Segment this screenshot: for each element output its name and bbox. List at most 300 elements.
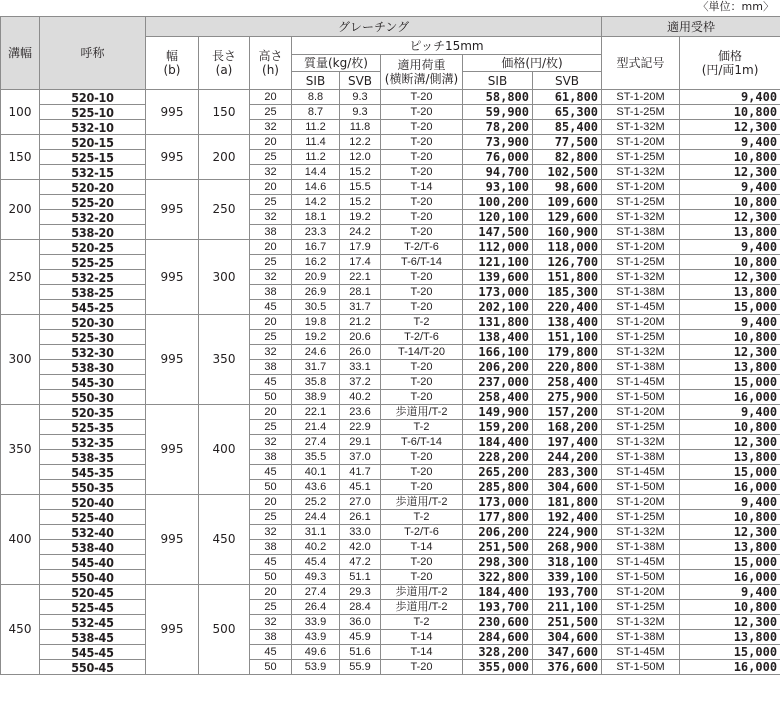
price-svb-cell: 304,600	[533, 480, 602, 495]
table-row	[1, 180, 780, 195]
table-row	[1, 645, 780, 660]
name-cell: 525-35	[40, 420, 146, 435]
mass-sib-cell: 40.1	[292, 465, 340, 480]
price-svb-cell: 109,600	[533, 195, 602, 210]
receiver-price-cell: 9,400	[680, 495, 780, 510]
price-sib-cell: 228,200	[463, 450, 533, 465]
name-cell: 525-25	[40, 255, 146, 270]
length-cell: 350	[199, 315, 250, 405]
table-row	[1, 420, 780, 435]
mass-sib-cell: 31.1	[292, 525, 340, 540]
height-cell: 38	[250, 630, 292, 645]
table-row	[1, 135, 780, 150]
height-cell: 50	[250, 660, 292, 675]
table-row	[1, 630, 780, 645]
mass-sib-cell: 33.9	[292, 615, 340, 630]
name-cell: 545-45	[40, 645, 146, 660]
price-sib-cell: 112,000	[463, 240, 533, 255]
mass-svb-cell: 12.0	[340, 150, 381, 165]
table-row	[1, 120, 780, 135]
name-cell: 545-30	[40, 375, 146, 390]
receiver-price-cell: 12,300	[680, 525, 780, 540]
table-row	[1, 510, 780, 525]
table-row	[1, 615, 780, 630]
model-cell: ST-1-32M	[602, 615, 680, 630]
receiver-price-cell: 12,300	[680, 345, 780, 360]
price-svb-cell: 129,600	[533, 210, 602, 225]
table-row	[1, 195, 780, 210]
header-price-per: 価格(円/枚)	[463, 55, 602, 72]
price-svb-cell: 77,500	[533, 135, 602, 150]
price-sib-cell: 131,800	[463, 315, 533, 330]
receiver-price-cell: 13,800	[680, 360, 780, 375]
mass-sib-cell: 22.1	[292, 405, 340, 420]
price-sib-cell: 265,200	[463, 465, 533, 480]
price-sib-cell: 139,600	[463, 270, 533, 285]
name-cell: 532-10	[40, 120, 146, 135]
model-cell: ST-1-25M	[602, 195, 680, 210]
load-cell: T-20	[381, 195, 463, 210]
load-cell: T-2	[381, 510, 463, 525]
header-mass: 質量(kg/枚)	[292, 55, 381, 72]
receiver-price-cell: 13,800	[680, 285, 780, 300]
mass-svb-cell: 15.2	[340, 165, 381, 180]
mass-sib-cell: 14.2	[292, 195, 340, 210]
mass-svb-cell: 37.0	[340, 450, 381, 465]
name-cell: 545-35	[40, 465, 146, 480]
model-cell: ST-1-38M	[602, 450, 680, 465]
load-cell: T-20	[381, 210, 463, 225]
price-svb-cell: 102,500	[533, 165, 602, 180]
name-cell: 520-35	[40, 405, 146, 420]
load-cell: T-20	[381, 375, 463, 390]
height-cell: 45	[250, 555, 292, 570]
table-row	[1, 270, 780, 285]
load-cell: 歩道用/T-2	[381, 600, 463, 615]
price-svb-cell: 179,800	[533, 345, 602, 360]
model-cell: ST-1-32M	[602, 435, 680, 450]
model-cell: ST-1-20M	[602, 240, 680, 255]
model-cell: ST-1-25M	[602, 330, 680, 345]
height-cell: 20	[250, 135, 292, 150]
model-cell: ST-1-25M	[602, 105, 680, 120]
name-cell: 538-20	[40, 225, 146, 240]
load-cell: T-20	[381, 390, 463, 405]
table-row	[1, 375, 780, 390]
receiver-price-cell: 10,800	[680, 420, 780, 435]
receiver-price-cell: 16,000	[680, 390, 780, 405]
mass-svb-cell: 24.2	[340, 225, 381, 240]
mass-sib-cell: 11.4	[292, 135, 340, 150]
model-cell: ST-1-50M	[602, 390, 680, 405]
height-cell: 32	[250, 270, 292, 285]
name-cell: 525-10	[40, 105, 146, 120]
height-cell: 32	[250, 525, 292, 540]
header-mass-sib: SIB	[292, 72, 340, 90]
model-cell: ST-1-50M	[602, 480, 680, 495]
price-sib-cell: 58,800	[463, 90, 533, 105]
price-sib-cell: 177,800	[463, 510, 533, 525]
mass-svb-cell: 23.6	[340, 405, 381, 420]
height-cell: 25	[250, 255, 292, 270]
price-svb-cell: 220,400	[533, 300, 602, 315]
length-cell: 400	[199, 405, 250, 495]
header-width-label: 幅	[165, 49, 178, 63]
load-cell: T-14	[381, 645, 463, 660]
mass-svb-cell: 28.1	[340, 285, 381, 300]
price-svb-cell: 61,800	[533, 90, 602, 105]
price-sib-cell: 166,100	[463, 345, 533, 360]
load-cell: T-2	[381, 615, 463, 630]
price-svb-cell: 220,800	[533, 360, 602, 375]
model-cell: ST-1-25M	[602, 510, 680, 525]
mass-sib-cell: 11.2	[292, 150, 340, 165]
header-receiver: 適用受枠	[602, 17, 780, 37]
price-sib-cell: 173,000	[463, 285, 533, 300]
groove-width-cell: 250	[1, 240, 40, 315]
height-cell: 32	[250, 165, 292, 180]
mass-svb-cell: 17.9	[340, 240, 381, 255]
length-cell: 200	[199, 135, 250, 180]
model-cell: ST-1-20M	[602, 135, 680, 150]
price-sib-cell: 100,200	[463, 195, 533, 210]
length-cell: 300	[199, 240, 250, 315]
load-cell: T-2	[381, 315, 463, 330]
header-groove-width: 溝幅	[1, 17, 40, 90]
table-body	[1, 90, 780, 675]
price-sib-cell: 298,300	[463, 555, 533, 570]
price-sib-cell: 322,800	[463, 570, 533, 585]
table-row	[1, 435, 780, 450]
price-sib-cell: 328,200	[463, 645, 533, 660]
mass-sib-cell: 30.5	[292, 300, 340, 315]
mass-sib-cell: 11.2	[292, 120, 340, 135]
mass-svb-cell: 20.6	[340, 330, 381, 345]
height-cell: 20	[250, 405, 292, 420]
mass-sib-cell: 35.8	[292, 375, 340, 390]
load-cell: T-20	[381, 480, 463, 495]
receiver-price-cell: 12,300	[680, 120, 780, 135]
price-svb-cell: 376,600	[533, 660, 602, 675]
name-cell: 525-40	[40, 510, 146, 525]
header-price2	[680, 37, 780, 90]
price-sib-cell: 159,200	[463, 420, 533, 435]
price-svb-cell: 118,000	[533, 240, 602, 255]
load-cell: T-20	[381, 105, 463, 120]
mass-svb-cell: 31.7	[340, 300, 381, 315]
price-svb-cell: 185,300	[533, 285, 602, 300]
mass-sib-cell: 26.9	[292, 285, 340, 300]
price-svb-cell: 347,600	[533, 645, 602, 660]
mass-svb-cell: 33.0	[340, 525, 381, 540]
height-cell: 32	[250, 615, 292, 630]
load-cell: T-20	[381, 300, 463, 315]
load-cell: T-2/T-6	[381, 525, 463, 540]
price-svb-cell: 268,900	[533, 540, 602, 555]
mass-sib-cell: 45.4	[292, 555, 340, 570]
table-row	[1, 105, 780, 120]
height-cell: 20	[250, 90, 292, 105]
mass-svb-cell: 28.4	[340, 600, 381, 615]
mass-sib-cell: 19.2	[292, 330, 340, 345]
model-cell: ST-1-20M	[602, 315, 680, 330]
table-row	[1, 90, 780, 105]
mass-sib-cell: 31.7	[292, 360, 340, 375]
table-row	[1, 315, 780, 330]
height-cell: 38	[250, 285, 292, 300]
price-sib-cell: 138,400	[463, 330, 533, 345]
table-row	[1, 525, 780, 540]
header-price2-unit: (円/両1m)	[701, 63, 759, 77]
table-row	[1, 240, 780, 255]
table-row	[1, 285, 780, 300]
price-sib-cell: 284,600	[463, 630, 533, 645]
table-row	[1, 405, 780, 420]
height-cell: 38	[250, 450, 292, 465]
mass-svb-cell: 17.4	[340, 255, 381, 270]
load-cell: 歩道用/T-2	[381, 405, 463, 420]
width-cell: 995	[146, 405, 199, 495]
width-cell: 995	[146, 315, 199, 405]
width-cell: 995	[146, 495, 199, 585]
name-cell: 520-40	[40, 495, 146, 510]
mass-sib-cell: 23.3	[292, 225, 340, 240]
mass-sib-cell: 8.7	[292, 105, 340, 120]
name-cell: 532-40	[40, 525, 146, 540]
receiver-price-cell: 9,400	[680, 180, 780, 195]
model-cell: ST-1-45M	[602, 465, 680, 480]
header-price-sib: SIB	[463, 72, 533, 90]
name-cell: 538-35	[40, 450, 146, 465]
load-cell: T-6/T-14	[381, 255, 463, 270]
price-svb-cell: 197,400	[533, 435, 602, 450]
mass-sib-cell: 24.6	[292, 345, 340, 360]
mass-sib-cell: 8.8	[292, 90, 340, 105]
price-sib-cell: 120,100	[463, 210, 533, 225]
receiver-price-cell: 16,000	[680, 480, 780, 495]
price-svb-cell: 283,300	[533, 465, 602, 480]
name-cell: 538-25	[40, 285, 146, 300]
model-cell: ST-1-32M	[602, 270, 680, 285]
table-row	[1, 660, 780, 675]
load-cell: T-20	[381, 165, 463, 180]
model-cell: ST-1-20M	[602, 90, 680, 105]
price-sib-cell: 184,400	[463, 585, 533, 600]
name-cell: 525-15	[40, 150, 146, 165]
name-cell: 532-20	[40, 210, 146, 225]
mass-svb-cell: 12.2	[340, 135, 381, 150]
model-cell: ST-1-38M	[602, 225, 680, 240]
model-cell: ST-1-50M	[602, 570, 680, 585]
receiver-price-cell: 15,000	[680, 645, 780, 660]
receiver-price-cell: 13,800	[680, 540, 780, 555]
price-svb-cell: 304,600	[533, 630, 602, 645]
receiver-price-cell: 13,800	[680, 630, 780, 645]
height-cell: 25	[250, 600, 292, 615]
model-cell: ST-1-20M	[602, 495, 680, 510]
header-length	[199, 37, 250, 90]
table-row	[1, 255, 780, 270]
mass-svb-cell: 36.0	[340, 615, 381, 630]
mass-sib-cell: 21.4	[292, 420, 340, 435]
receiver-price-cell: 10,800	[680, 600, 780, 615]
load-cell: T-20	[381, 660, 463, 675]
receiver-price-cell: 16,000	[680, 570, 780, 585]
receiver-price-cell: 15,000	[680, 555, 780, 570]
load-cell: T-2	[381, 420, 463, 435]
model-cell: ST-1-20M	[602, 585, 680, 600]
name-cell: 520-10	[40, 90, 146, 105]
height-cell: 32	[250, 345, 292, 360]
name-cell: 520-25	[40, 240, 146, 255]
mass-svb-cell: 55.9	[340, 660, 381, 675]
price-svb-cell: 275,900	[533, 390, 602, 405]
price-sib-cell: 149,900	[463, 405, 533, 420]
header-load-sub: (横断溝/側溝)	[384, 72, 459, 86]
name-cell: 538-30	[40, 360, 146, 375]
header-load	[381, 55, 463, 90]
table-row	[1, 150, 780, 165]
unit-note: 〈単位：mm〉	[697, 0, 774, 13]
mass-svb-cell: 51.6	[340, 645, 381, 660]
model-cell: ST-1-50M	[602, 660, 680, 675]
model-cell: ST-1-25M	[602, 150, 680, 165]
mass-svb-cell: 29.3	[340, 585, 381, 600]
name-cell: 532-30	[40, 345, 146, 360]
price-sib-cell: 251,500	[463, 540, 533, 555]
header-length-symbol: (a)	[215, 63, 233, 77]
load-cell: T-14	[381, 540, 463, 555]
receiver-price-cell: 9,400	[680, 405, 780, 420]
mass-sib-cell: 53.9	[292, 660, 340, 675]
load-cell: 歩道用/T-2	[381, 495, 463, 510]
table-row	[1, 300, 780, 315]
price-sib-cell: 355,000	[463, 660, 533, 675]
name-cell: 520-45	[40, 585, 146, 600]
price-svb-cell: 258,400	[533, 375, 602, 390]
receiver-price-cell: 9,400	[680, 90, 780, 105]
height-cell: 25	[250, 510, 292, 525]
mass-sib-cell: 49.3	[292, 570, 340, 585]
name-cell: 525-30	[40, 330, 146, 345]
table-row	[1, 345, 780, 360]
model-cell: ST-1-45M	[602, 555, 680, 570]
mass-sib-cell: 43.6	[292, 480, 340, 495]
header-model: 型式記号	[602, 37, 680, 90]
model-cell: ST-1-38M	[602, 540, 680, 555]
table-row	[1, 600, 780, 615]
receiver-price-cell: 15,000	[680, 465, 780, 480]
price-sib-cell: 78,200	[463, 120, 533, 135]
table-row	[1, 480, 780, 495]
height-cell: 20	[250, 240, 292, 255]
name-cell: 532-15	[40, 165, 146, 180]
height-cell: 45	[250, 465, 292, 480]
model-cell: ST-1-32M	[602, 345, 680, 360]
model-cell: ST-1-38M	[602, 360, 680, 375]
mass-svb-cell: 15.2	[340, 195, 381, 210]
mass-svb-cell: 42.0	[340, 540, 381, 555]
receiver-price-cell: 13,800	[680, 450, 780, 465]
width-cell: 995	[146, 240, 199, 315]
table-row	[1, 450, 780, 465]
mass-svb-cell: 29.1	[340, 435, 381, 450]
table-row	[1, 210, 780, 225]
mass-sib-cell: 19.8	[292, 315, 340, 330]
height-cell: 20	[250, 585, 292, 600]
mass-svb-cell: 19.2	[340, 210, 381, 225]
mass-sib-cell: 25.2	[292, 495, 340, 510]
load-cell: T-2/T-6	[381, 330, 463, 345]
name-cell: 520-30	[40, 315, 146, 330]
price-sib-cell: 193,700	[463, 600, 533, 615]
header-price-svb: SVB	[533, 72, 602, 90]
receiver-price-cell: 12,300	[680, 615, 780, 630]
groove-width-cell: 200	[1, 180, 40, 240]
header-height-label: 高さ	[258, 49, 283, 63]
groove-width-cell: 450	[1, 585, 40, 675]
load-cell: T-20	[381, 135, 463, 150]
width-cell: 995	[146, 135, 199, 180]
receiver-price-cell: 9,400	[680, 240, 780, 255]
height-cell: 20	[250, 495, 292, 510]
table-row	[1, 585, 780, 600]
height-cell: 45	[250, 645, 292, 660]
receiver-price-cell: 10,800	[680, 255, 780, 270]
model-cell: ST-1-45M	[602, 375, 680, 390]
price-svb-cell: 151,100	[533, 330, 602, 345]
price-svb-cell: 98,600	[533, 180, 602, 195]
height-cell: 45	[250, 375, 292, 390]
name-cell: 520-20	[40, 180, 146, 195]
receiver-price-cell: 10,800	[680, 105, 780, 120]
receiver-price-cell: 12,300	[680, 165, 780, 180]
load-cell: T-20	[381, 360, 463, 375]
load-cell: T-14	[381, 630, 463, 645]
receiver-price-cell: 12,300	[680, 435, 780, 450]
header-load-label: 適用荷重	[397, 58, 446, 72]
mass-svb-cell: 9.3	[340, 90, 381, 105]
receiver-price-cell: 10,800	[680, 195, 780, 210]
price-svb-cell: 168,200	[533, 420, 602, 435]
height-cell: 32	[250, 435, 292, 450]
table-row	[1, 330, 780, 345]
name-cell: 550-35	[40, 480, 146, 495]
height-cell: 50	[250, 390, 292, 405]
name-cell: 525-20	[40, 195, 146, 210]
receiver-price-cell: 15,000	[680, 300, 780, 315]
name-cell: 532-25	[40, 270, 146, 285]
table-row	[1, 465, 780, 480]
price-sib-cell: 184,400	[463, 435, 533, 450]
price-svb-cell: 224,900	[533, 525, 602, 540]
height-cell: 32	[250, 120, 292, 135]
load-cell: T-20	[381, 450, 463, 465]
name-cell: 532-35	[40, 435, 146, 450]
height-cell: 38	[250, 540, 292, 555]
mass-svb-cell: 22.9	[340, 420, 381, 435]
length-cell: 250	[199, 180, 250, 240]
mass-svb-cell: 21.2	[340, 315, 381, 330]
mass-svb-cell: 41.7	[340, 465, 381, 480]
price-svb-cell: 181,800	[533, 495, 602, 510]
mass-svb-cell: 51.1	[340, 570, 381, 585]
mass-svb-cell: 45.1	[340, 480, 381, 495]
price-sib-cell: 173,000	[463, 495, 533, 510]
price-svb-cell: 244,200	[533, 450, 602, 465]
model-cell: ST-1-32M	[602, 525, 680, 540]
groove-width-cell: 300	[1, 315, 40, 405]
